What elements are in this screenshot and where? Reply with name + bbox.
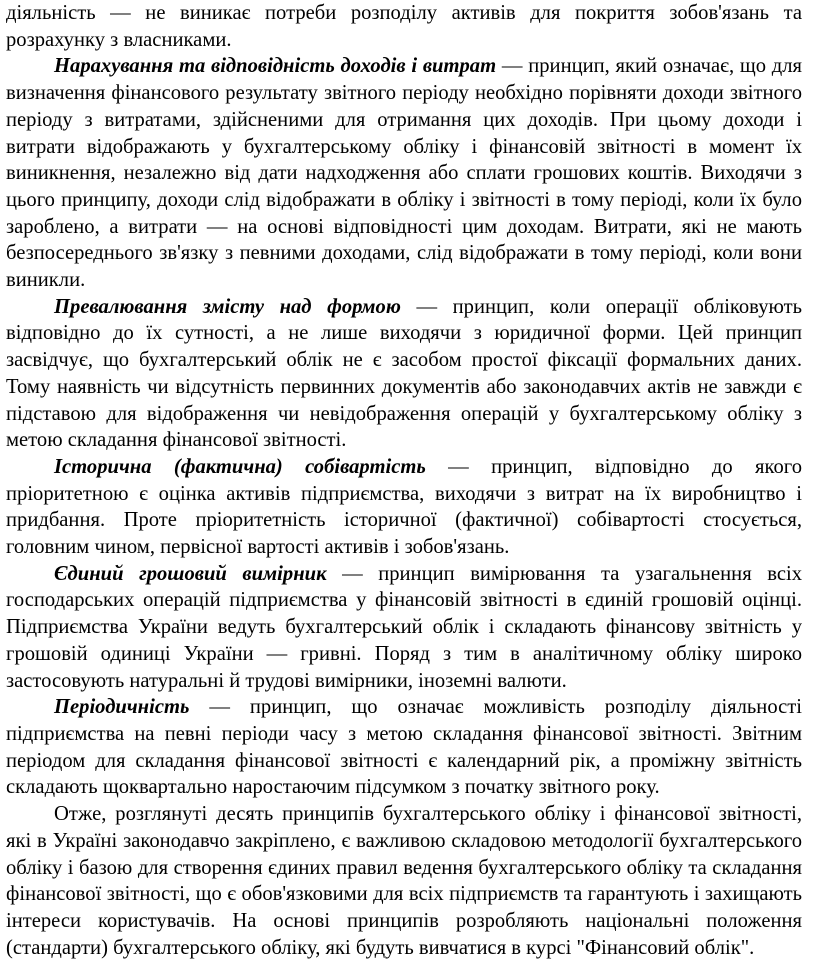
principle-paragraph-monetary-unit xyxy=(6,561,802,695)
principle-paragraph-historical-cost xyxy=(6,454,802,561)
principle-paragraph-periodicity xyxy=(6,694,802,801)
principle-term: Періодичність xyxy=(54,696,190,719)
continuation-paragraph: діяльність — не виникає потреби розподілу активів для покриття зобов'язань та розрахунку з власниками. xyxy=(6,2,802,51)
principle-text: — принцип, коли операції обліковують відповідно до їх сутності, а не лише виходячи з юридичної форми. Цей принцип засвідчує, що бухгалтерський облік не є засобом простої фіксації формальних даних. Тому наявність чи відсутність первинних документів або законодавчих актів не завжди є підставою для відображення чи невідображення операцій у бухгалтерському обліку з метою складання фінансової звітності. xyxy=(6,295,802,452)
principle-term: Превалювання змісту над формою xyxy=(54,295,401,318)
conclusion-paragraph: Отже, розглянуті десять принципів бухгалтерського обліку і фінансової звітності, які в Україні законодавчо закріплено, є важливою складовою методології бухгалтерського обліку і базою для створення єдиних правил ведення бухгалтерського обліку та складання фінансової звітності, що є обов'язковими для всіх підприємств та гарантують і захищають інтереси користувачів. На основі принципів розробляють національні положення (стандарти) бухгалтерського обліку, які будуть вивчатися в курсі "Фінансовий облік". xyxy=(6,803,802,959)
principle-term: Єдиний грошовий вимірник xyxy=(54,562,327,585)
principle-term: Нарахування та відповідність доходів і витрат xyxy=(54,55,497,78)
principle-text: — принцип, який означає, що для визначення фінансового результату звітного періоду необхідно порівняти доходи звітного періоду з витратами, здійсненими для отримання цих доходів. При цьому доходи і витрати відображають у бухгалтерському обліку і фінансовій звітності в момент їх виникнення, незалежно від дати надходження або сплати грошових коштів. Виходячи з цього принципу, доходи слід відображати в обліку і звітності в тому періоді, коли їх було зароблено, а витрати — на основі відповідності цим доходам. Витрати, які не мають безпосереднього зв'язку з певними доходами, слід відображати в тому періоді, коли вони виникли. xyxy=(6,55,802,292)
principle-text: — принцип, що означає можливість розподілу діяльності підприємства на певні періоди часу з метою складання фінансової звітності. Звітним періодом для складання фінансової звітності є календарний рік, а проміжну звітність складають щоквартально наростаючим підсумком з початку звітного року. xyxy=(6,696,802,799)
principle-paragraph-accrual xyxy=(6,53,802,293)
principle-paragraph-substance xyxy=(6,294,802,454)
principle-term: Історична (фактична) собівартість xyxy=(54,455,426,478)
principle-text: — принцип вимірювання та узагальнення всіх господарських операцій підприємства у фінансовій звітності в єдиній грошовій оцінці. Підприємства України ведуть бухгалтерський облік і складають фінансову звітність у грошовій одиниці України — гривні. Поряд з тим в аналітичному обліку широко застосовують натуральні й трудові вимірники, іноземні валюти. xyxy=(6,562,802,692)
principle-text: — принцип, відповідно до якого пріоритетною є оцінка активів підприємства, виходячи з витрат на їх виробництво і придбання. Проте пріоритетність історичної (фактичної) собівартості стосується, головним чином, первісної вартості активів і зобов'язань. xyxy=(6,455,802,559)
